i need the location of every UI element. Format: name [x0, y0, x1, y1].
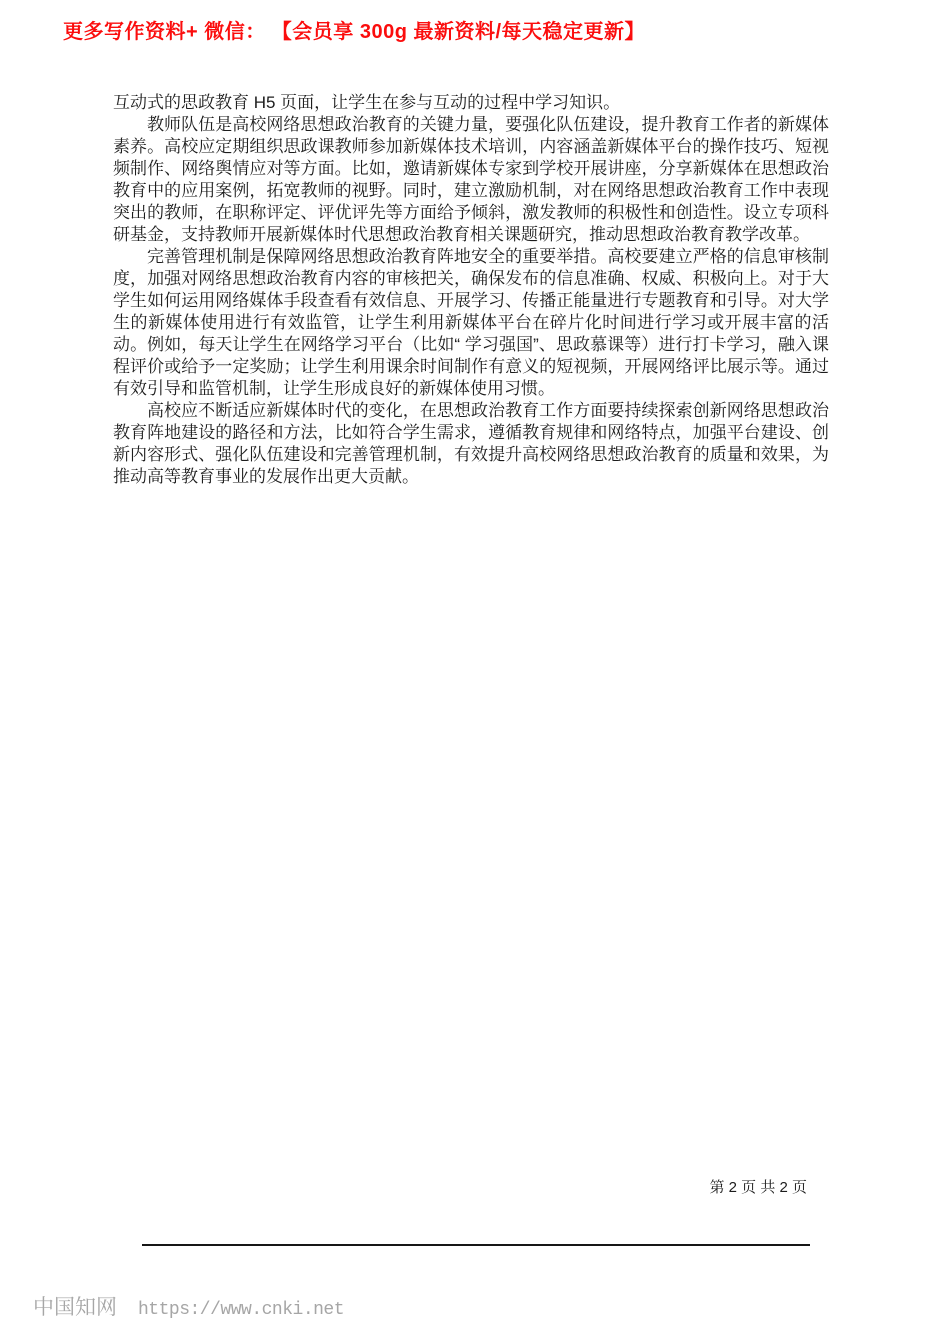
paragraph-teacher-team: 教师队伍是高校网络思想政治教育的关键力量，要强化队伍建设，提升教育工作者的新媒体素养。高校应定期组织思政课教师参加新媒体技术培训，内容涵盖新媒体平台的操作技巧、短视频制作、网络舆情应对等方面。比如，邀请新媒体专家到学校开展讲座，分享新媒体在思想政治教育中的应用案例，拓宽教师的视野。同时，建立激励机制，对在网络思想政治教育工作中表现突出的教师，在职称评定、评优评先等方面给予倾斜，激发教师的积极性和创造性。设立专项科研基金，支持教师开展新媒体时代思想政治教育相关课题研究，推动思想政治教育教学改革。 — [113, 115, 829, 244]
cnki-site-url: https://www.cnki.net — [138, 1300, 345, 1320]
page-number-indicator: 第 2 页 共 2 页 — [709, 1179, 807, 1196]
paragraph-conclusion: 高校应不断适应新媒体时代的变化，在思想政治教育工作方面要持续探索创新网络思想政治教育阵地建设的路径和方法，比如符合学生需求，遵循教育规律和网络特点，加强平台建设、创新内容形式、强化队伍建设和完善管理机制，有效提升高校网络思想政治教育的质量和效果，为推动高等教育事业的发展作出更大贡献。 — [113, 401, 829, 486]
document-body — [113, 92, 829, 488]
cnki-watermark — [33, 1291, 344, 1321]
paragraph-management-mechanism: 完善管理机制是保障网络思想政治教育阵地安全的重要举措。高校要建立严格的信息审核制度，加强对网络思想政治教育内容的审核把关，确保发布的信息准确、权威、积极向上。对于大学生如何运用网络媒体手段查看有效信息、开展学习、传播正能量进行专题教育和引导。对大学生的新媒体使用进行有效监管，让学生利用新媒体平台在碎片化时间进行学习或开展丰富的活动。例如，每天让学生在网络学习平台（比如“ 学习强国”、思政慕课等）进行打卡学习，融入课程评价或给予一定奖励；让学生利用课余时间制作有意义的短视频，开展网络评比展示等。通过有效引导和监管机制，让学生形成良好的新媒体使用习惯。 — [113, 247, 829, 398]
footer-separator-line — [142, 1244, 810, 1246]
paragraph-continuation: 互动式的思政教育 H5 页面，让学生在参与互动的过程中学习知识。 — [113, 93, 621, 112]
cnki-site-name: 中国知网 — [33, 1296, 117, 1319]
promo-header-text: 更多写作资料+ 微信： 【会员享 300g 最新资料/每天稳定更新】 — [63, 21, 646, 43]
